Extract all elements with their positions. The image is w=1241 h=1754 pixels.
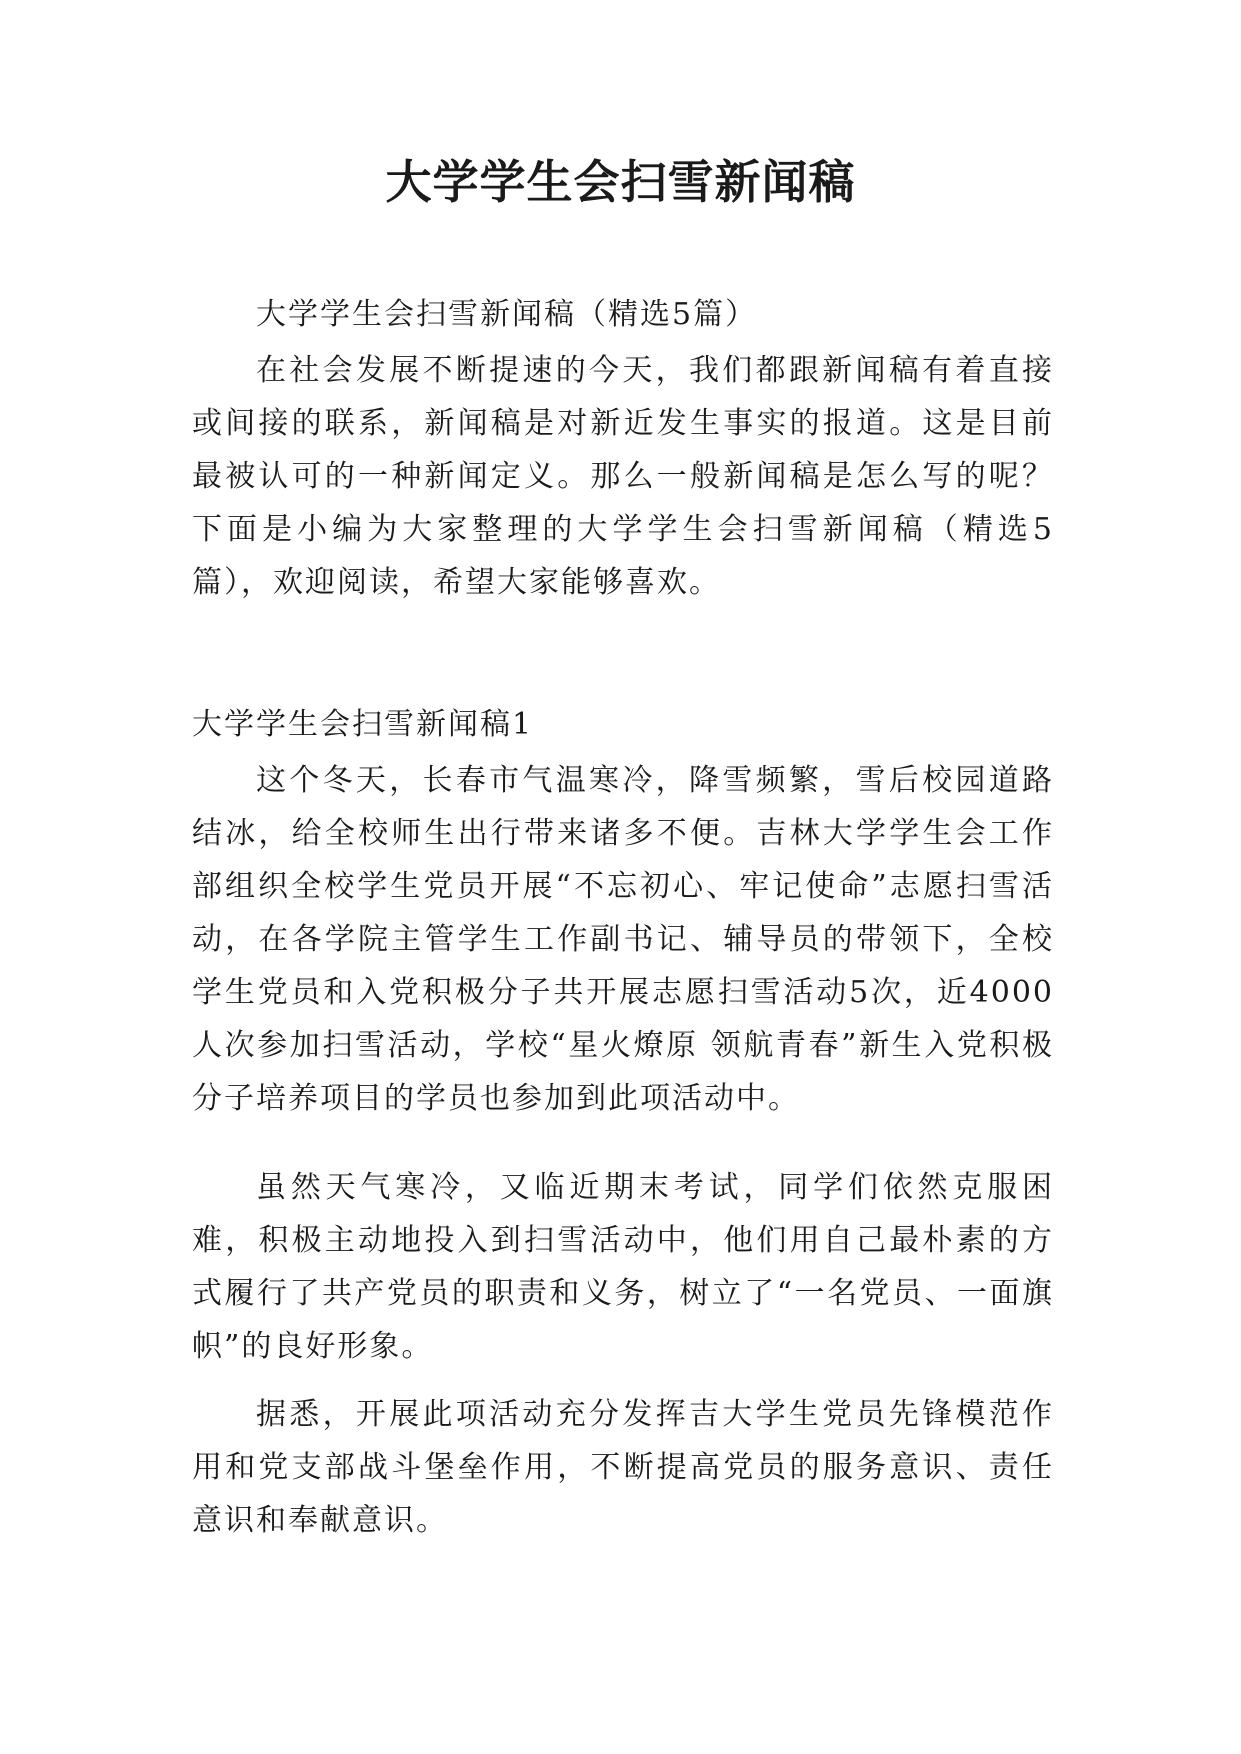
- document-title: 大学学生会扫雪新闻稿: [385, 155, 856, 209]
- document-subtitle: 大学学生会扫雪新闻稿（精选5篇）: [256, 297, 758, 332]
- body-paragraph: 这个冬天，长春市气温寒冷，降雪频繁，雪后校园道路结冰，给全校师生出行带来诸多不便。吉林大学学生会工作部组织全校学生党员开展“不忘初心、牢记使命”志愿扫雪活动，在各学院主管学生工作副书记、辅导员的带领下，全校学生党员和入党积极分子共开展志愿扫雪活动5次，近4000人次参加扫雪活动，学校“星火燎原 领航青春”新生入党积极分子培养项目的学员也参加到此项活动中。: [192, 763, 1054, 1116]
- body-paragraph: 据悉，开展此项活动充分发挥吉大学生党员先锋模范作用和党支部战斗堡垒作用，不断提高党员的服务意识、责任意识和奉献意识。: [192, 1397, 1054, 1538]
- section-heading: 大学学生会扫雪新闻稿1: [192, 707, 534, 742]
- intro-paragraph: 在社会发展不断提速的今天，我们都跟新闻稿有着直接或间接的联系，新闻稿是对新近发生事实的报道。这是目前最被认可的一种新闻定义。那么一般新闻稿是怎么写的呢？下面是小编为大家整理的大学学生会扫雪新闻稿（精选5篇），欢迎阅读，希望大家能够喜欢。: [192, 353, 1054, 600]
- body-paragraph: 虽然天气寒冷，又临近期末考试，同学们依然克服困难，积极主动地投入到扫雪活动中，他们用自己最朴素的方式履行了共产党员的职责和义务，树立了“一名党员、一面旗帜”的良好形象。: [192, 1170, 1054, 1364]
